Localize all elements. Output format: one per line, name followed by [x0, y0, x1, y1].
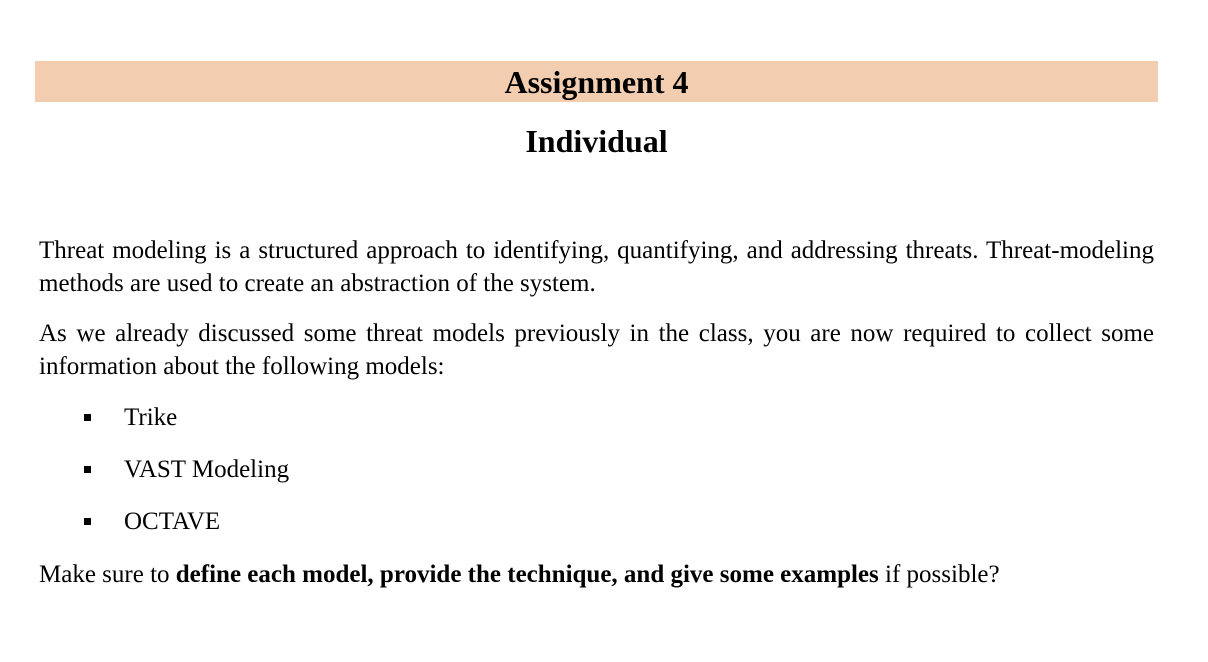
square-bullet-icon	[84, 414, 91, 421]
closing-emphasis: define each model, provide the technique, and give some examples	[175, 561, 879, 588]
closing-suffix: if possible?	[878, 561, 1000, 588]
list-item	[0, 452, 1208, 504]
list-item	[0, 504, 1208, 556]
list-item	[0, 400, 1208, 452]
square-bullet-icon	[84, 466, 91, 473]
model-name: VAST Modeling	[124, 456, 290, 483]
instructions-paragraph: As we already discussed some threat models previously in the class, you are now required to collect some information about the following models:	[39, 320, 1154, 380]
threat-model-list	[0, 400, 1208, 556]
closing-instruction	[39, 558, 1154, 591]
assignment-title-bar	[35, 61, 1158, 102]
intro-paragraph: Threat modeling is a structured approach to identifying, quantifying, and addressing threats. Threat-modeling methods are used to create an abstraction of the system.	[39, 237, 1154, 297]
model-name: OCTAVE	[124, 508, 221, 535]
closing-prefix: Make sure to	[39, 561, 176, 588]
assignment-title: Assignment 4	[504, 63, 689, 100]
square-bullet-icon	[84, 518, 91, 525]
assignment-type-heading: Individual	[525, 123, 668, 159]
model-name: Trike	[124, 404, 178, 431]
